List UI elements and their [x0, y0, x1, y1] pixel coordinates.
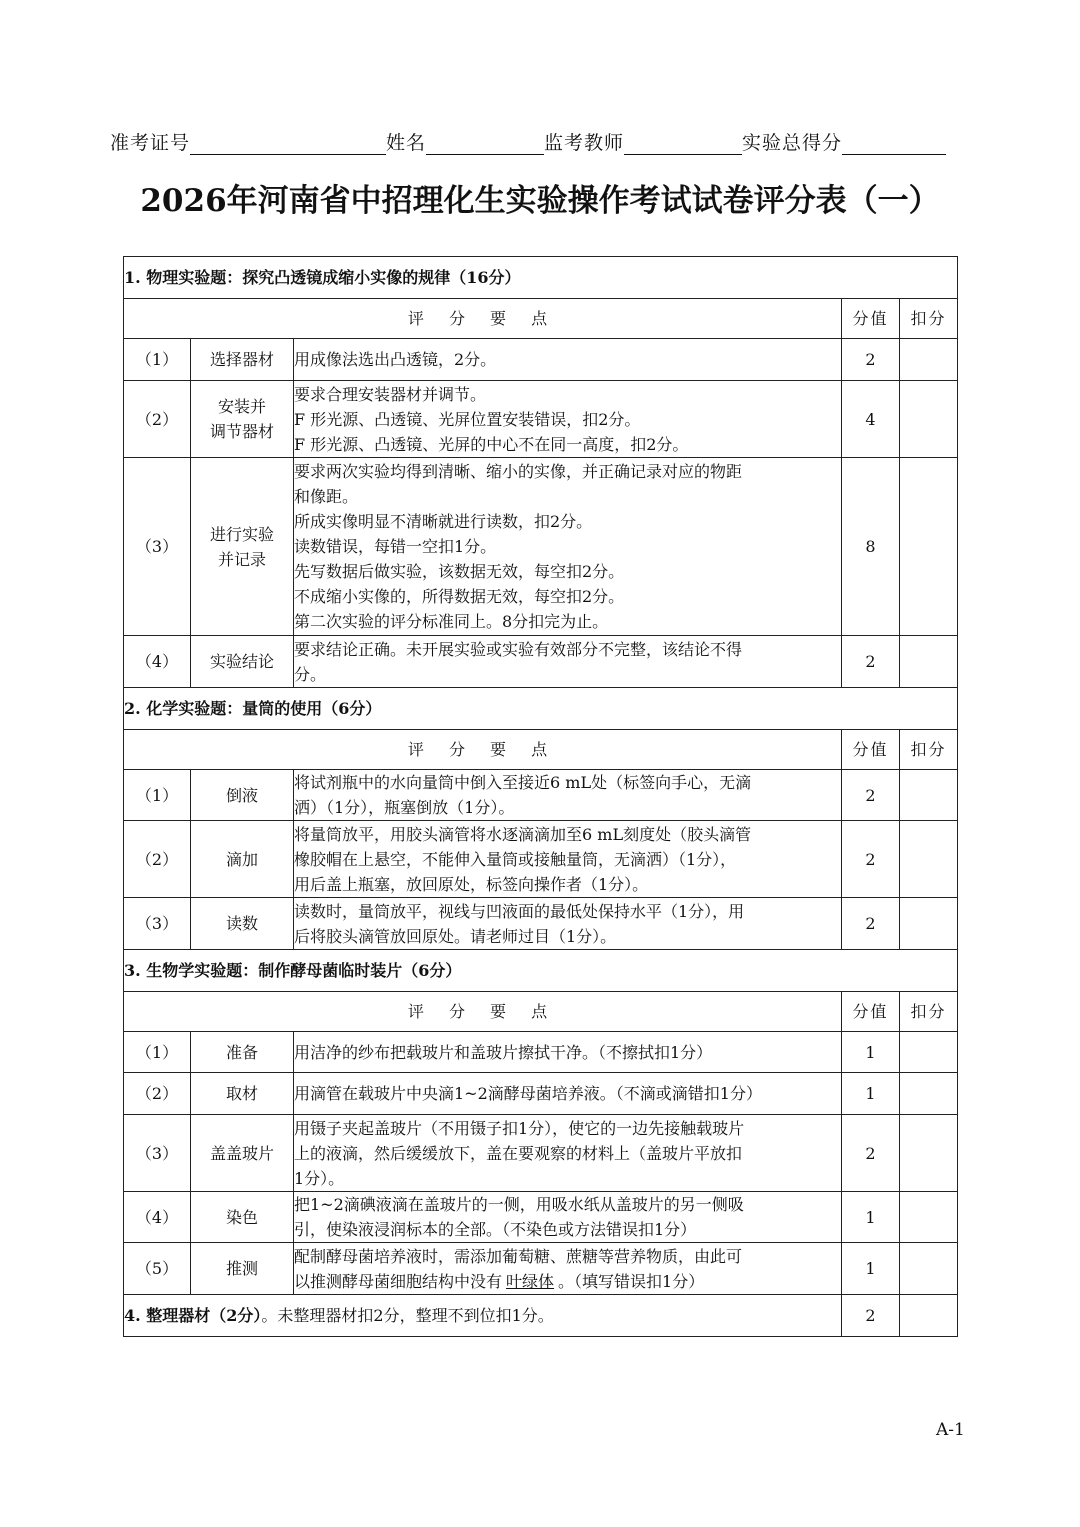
deduction-field[interactable]: [900, 339, 958, 381]
criteria-line: 洒）（1分），瓶塞倒放（1分）。: [294, 798, 515, 817]
name-field[interactable]: [426, 132, 544, 155]
item-label: 准备: [225, 1042, 258, 1062]
proctor-label: 监考教师: [544, 132, 625, 154]
deduction-header: 扣分: [900, 299, 958, 339]
deduction-field[interactable]: [900, 770, 958, 821]
total-score-label: 实验总得分: [742, 132, 843, 154]
criteria-line: [294, 1269, 841, 1294]
points-value: 2: [842, 1295, 900, 1337]
deduction-field[interactable]: [900, 1073, 958, 1115]
item-label: 盖盖玻片: [209, 1143, 274, 1163]
section-title: 3. 生物学实验题：制作酵母菌临时装片（6分）: [124, 950, 958, 992]
criteria-cell: [294, 1192, 842, 1243]
item-label: 安装并: [217, 397, 266, 416]
criteria-cell: [294, 381, 842, 458]
item-cell: [191, 1115, 294, 1192]
row-number: （1）: [124, 1032, 191, 1073]
item-label: 并记录: [217, 549, 266, 569]
item-cell: [191, 381, 294, 458]
criteria-line: 橡胶帽在上悬空，不能伸入量筒或接触量筒，无滴洒）（1分），: [294, 849, 737, 869]
criteria-line: 要求合理安装器材并调节。: [294, 384, 487, 404]
row-number: （1）: [124, 339, 191, 381]
row-number: （4）: [124, 636, 191, 688]
points-value: 2: [842, 339, 900, 381]
criteria-cell: [294, 821, 842, 898]
points-value: 2: [842, 898, 900, 950]
points-header: 分值: [842, 730, 900, 770]
criteria-line: 读数时，量筒放平，视线与凹液面的最低处保持水平（1分），用: [294, 901, 745, 921]
deduction-field[interactable]: [900, 458, 958, 636]
candidate-info-line: [110, 128, 980, 155]
proctor-field[interactable]: [624, 132, 742, 155]
item-cell: [191, 458, 294, 636]
row-number: （2）: [124, 381, 191, 458]
exam-id-field[interactable]: [190, 132, 386, 155]
criteria-line: 所成实像明显不清晰就进行读数，扣2分。: [294, 512, 593, 531]
item-cell: [191, 1192, 294, 1243]
points-value: 2: [842, 1115, 900, 1192]
table-row: [124, 1243, 958, 1295]
criteria-cell: [294, 339, 842, 381]
criteria-header: 评 分 要 点: [124, 992, 842, 1032]
table-row: [124, 898, 958, 950]
section-title-row: [124, 950, 958, 992]
table-row: [124, 821, 958, 898]
item-cell: [191, 770, 294, 821]
final-row-text: [124, 1295, 842, 1337]
final-title: 4. 整理器材（2分）: [124, 1306, 262, 1325]
deduction-field[interactable]: [900, 898, 958, 950]
criteria-line: 读数错误，每错一空扣1分。: [294, 537, 497, 556]
table-row: [124, 381, 958, 458]
table-row: [124, 339, 958, 381]
criteria-cell: [294, 1032, 842, 1073]
name-label: 姓名: [386, 132, 427, 154]
points-value: 8: [842, 458, 900, 636]
section-title-row: [124, 257, 958, 299]
criteria-line: 用滴管在载玻片中央滴1~2滴酵母菌培养液。（不滴或滴错扣1分）: [294, 1084, 762, 1103]
table-row: [124, 458, 958, 636]
criteria-line: 用成像法选出凸透镜，2分。: [294, 350, 497, 369]
item-label: 选择器材: [209, 350, 274, 369]
row-number: （5）: [124, 1243, 191, 1295]
row-number: （1）: [124, 770, 191, 821]
row-number: （2）: [124, 821, 191, 898]
item-label: 滴加: [225, 849, 258, 869]
section-title-row: [124, 688, 958, 730]
deduction-field[interactable]: [900, 381, 958, 458]
points-header: 分值: [842, 992, 900, 1032]
section-title: 2. 化学实验题：量筒的使用（6分）: [124, 688, 958, 730]
points-value: 1: [842, 1073, 900, 1115]
scoring-table: [123, 256, 958, 1337]
deduction-field[interactable]: [900, 1032, 958, 1073]
table-row: [124, 770, 958, 821]
criteria-line: 把1~2滴碘液滴在盖玻片的一侧，用吸水纸从盖玻片的另一侧吸: [294, 1195, 744, 1214]
row-number: （3）: [124, 458, 191, 636]
column-header-row: [124, 299, 958, 339]
section-title: 1. 物理实验题：探究凸透镜成缩小实像的规律（16分）: [124, 257, 958, 299]
criteria-cell: [294, 636, 842, 688]
final-criteria: 。未整理器材扣2分，整理不到位扣1分。: [261, 1306, 554, 1325]
criteria-cell: [294, 1243, 842, 1295]
table-row: [124, 1115, 958, 1192]
points-value: 1: [842, 1032, 900, 1073]
criteria-header: 评 分 要 点: [124, 730, 842, 770]
row-number: （4）: [124, 1192, 191, 1243]
points-value: 2: [842, 636, 900, 688]
item-cell: [191, 1073, 294, 1115]
table-row: [124, 1192, 958, 1243]
criteria-text: 以推测酵母菌细胞结构中没有: [294, 1271, 503, 1291]
table-row: [124, 1032, 958, 1073]
criteria-cell: [294, 770, 842, 821]
criteria-line: 将量筒放平，用胶头滴管将水逐滴滴加至6 mL刻度处（胶头滴管: [294, 824, 752, 844]
item-label: 进行实验: [209, 524, 274, 544]
criteria-cell: [294, 1073, 842, 1115]
criteria-header: 评 分 要 点: [124, 299, 842, 339]
criteria-cell: [294, 898, 842, 950]
criteria-line: 分。: [294, 664, 327, 684]
points-value: 2: [842, 770, 900, 821]
item-cell: [191, 1243, 294, 1295]
points-header: 分值: [842, 299, 900, 339]
deduction-header: 扣分: [900, 992, 958, 1032]
page-number: A-1: [936, 1420, 965, 1440]
item-label: 取材: [225, 1084, 258, 1103]
item-cell: [191, 821, 294, 898]
row-number: （2）: [124, 1073, 191, 1115]
deduction-field[interactable]: [900, 1295, 958, 1337]
item-label: 倒液: [225, 785, 258, 805]
row-number: （3）: [124, 1115, 191, 1192]
exam-id-label: 准考证号: [110, 132, 191, 154]
answer-blank: 叶绿体: [506, 1271, 555, 1291]
criteria-line: 不成缩小实像的，所得数据无效，每空扣2分。: [294, 587, 625, 606]
table-row: [124, 1073, 958, 1115]
deduction-field[interactable]: [900, 636, 958, 688]
points-value: 1: [842, 1243, 900, 1295]
criteria-text: 。（填写错误扣1分）: [558, 1271, 705, 1291]
criteria-line: 后将胶头滴管放回原处。请老师过目（1分）。: [294, 926, 617, 946]
row-number: （3）: [124, 898, 191, 950]
item-label: 染色: [225, 1207, 258, 1227]
criteria-line: 用镊子夹起盖玻片（不用镊子扣1分），使它的一边先接触载玻片: [294, 1118, 745, 1138]
points-value: 1: [842, 1192, 900, 1243]
criteria-cell: [294, 458, 842, 636]
deduction-field[interactable]: [900, 821, 958, 898]
criteria-line: 用洁净的纱布把载玻片和盖玻片擦拭干净。（不擦拭扣1分）: [294, 1042, 713, 1062]
deduction-header: 扣分: [900, 730, 958, 770]
page-title: 2026年河南省中招理化生实验操作考试试卷评分表（一）: [140, 183, 940, 219]
criteria-line: 要求两次实验均得到清晰、缩小的实像，并正确记录对应的物距: [294, 462, 743, 481]
item-cell: [191, 1032, 294, 1073]
criteria-line: 用后盖上瓶塞，放回原处，标签向操作者（1分）。: [294, 874, 649, 894]
item-label: 实验结论: [209, 652, 274, 671]
deduction-field[interactable]: [900, 1115, 958, 1192]
total-score-field[interactable]: [842, 132, 946, 155]
item-cell: [191, 898, 294, 950]
column-header-row: [124, 992, 958, 1032]
deduction-field[interactable]: [900, 1243, 958, 1295]
criteria-cell: [294, 1115, 842, 1192]
criteria-line: F 形光源、凸透镜、光屏位置安装错误，扣2分。: [294, 409, 641, 429]
criteria-line: 将试剂瓶中的水向量筒中倒入至接近6 mL处（标签向手心，无滴: [294, 773, 752, 792]
criteria-line: 上的液滴，然后缓缓放下，盖在要观察的材料上（盖玻片平放扣: [294, 1143, 743, 1163]
item-cell: [191, 339, 294, 381]
criteria-line: 要求结论正确。未开展实验或实验有效部分不完整，该结论不得: [294, 639, 743, 659]
criteria-line: 和像距。: [294, 487, 359, 506]
points-value: 2: [842, 821, 900, 898]
item-cell: [191, 636, 294, 688]
item-label: 推测: [225, 1259, 258, 1278]
item-label: 调节器材: [209, 422, 274, 441]
final-row: [124, 1295, 958, 1337]
criteria-line: 先写数据后做实验，该数据无效，每空扣2分。: [294, 562, 625, 581]
criteria-line: 1分）。: [294, 1168, 345, 1188]
criteria-line: 配制酵母菌培养液时，需添加葡萄糖、蔗糖等营养物质，由此可: [294, 1246, 743, 1266]
points-value: 4: [842, 381, 900, 458]
column-header-row: [124, 730, 958, 770]
deduction-field[interactable]: [900, 1192, 958, 1243]
criteria-line: 引，使染液浸润标本的全部。（不染色或方法错误扣1分）: [294, 1220, 697, 1239]
table-row: [124, 636, 958, 688]
criteria-line: F 形光源、凸透镜、光屏的中心不在同一高度，扣2分。: [294, 434, 689, 454]
item-label: 读数: [225, 914, 258, 933]
criteria-line: 第二次实验的评分标准同上。8分扣完为止。: [294, 612, 609, 631]
